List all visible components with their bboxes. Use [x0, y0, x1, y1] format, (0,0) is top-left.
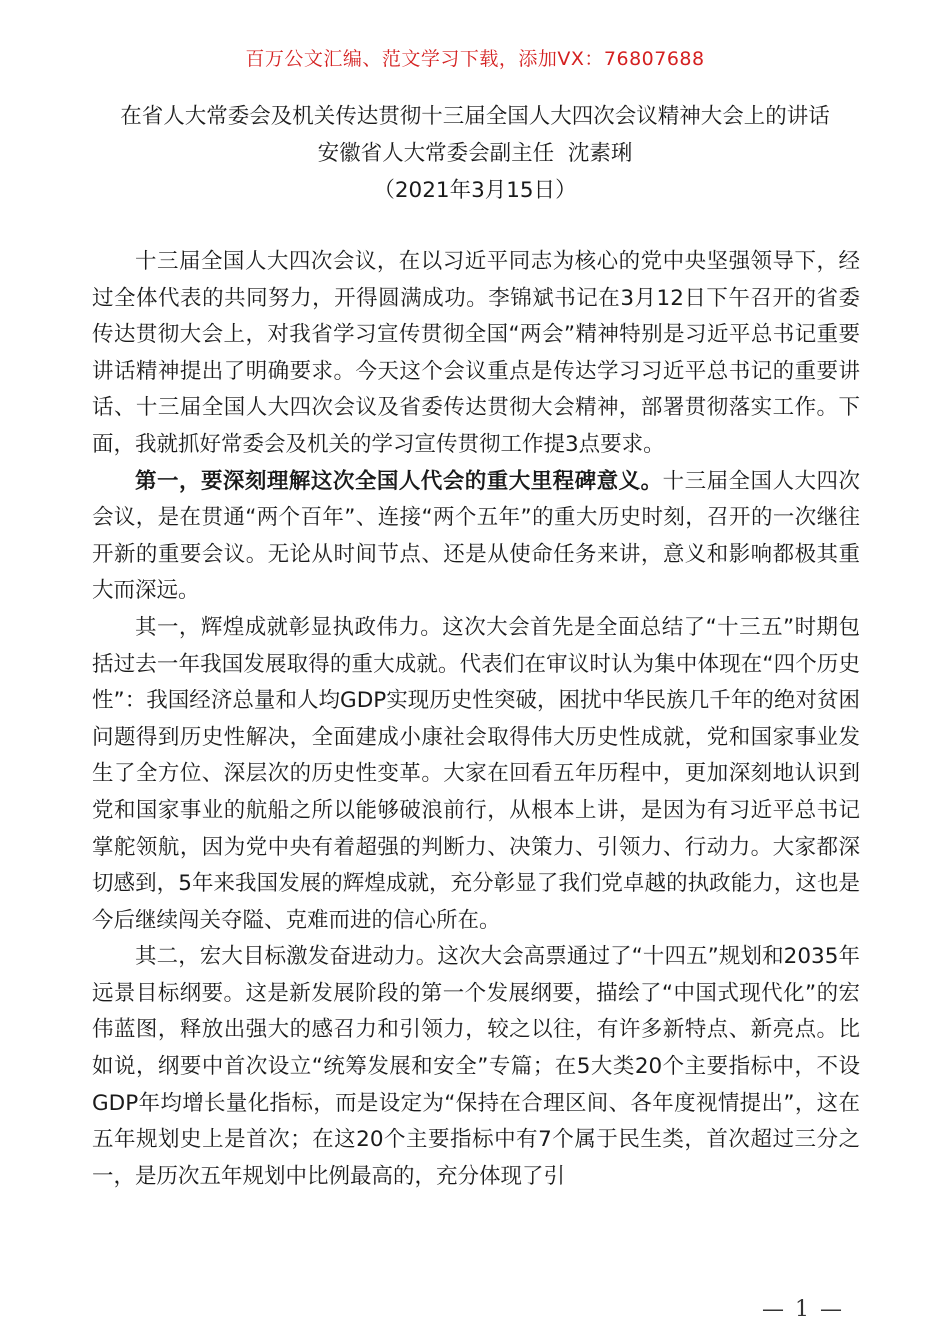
paragraph-first-point: [92, 464, 860, 610]
paragraph-sub-two: [92, 939, 860, 1195]
watermark-text: 百万公文汇编、范文学习下载，添加VX：76807688: [245, 48, 705, 70]
speaker-line: 安徽省人大常委会副主任 沈素琍: [317, 141, 633, 166]
paragraph-text: 十三届全国人大四次会议，在以习近平同志为核心的党中央坚强领导下，经过全体代表的共同努力，开得圆满成功。李锦斌书记在3月12日下午召开的省委传达贯彻大会上，对我省学习宣传贯彻全国“两会”精神特别是习近平总书记重要讲话精神提出了明确要求。今天这个会议重点是传达学习习近平总书记的重要讲话、十三届全国人大四次会议及省委传达贯彻大会精神，部署贯彻落实工作。下面，我就抓好常委会及机关的学习宣传贯彻工作提3点要求。: [92, 249, 860, 457]
paragraph-text: 其一，辉煌成就彰显执政伟力。这次大会首先是全面总结了“十三五”时期包括过去一年我国发展取得的重大成就。代表们在审议时认为集中体现在“四个历史性”：我国经济总量和人均GDP实现历史性突破，困扰中华民族几千年的绝对贫困问题得到历史性解决，全面建成小康社会取得伟大历史性成就，党和国家事业发生了全方位、深层次的历史性变革。大家在回看五年历程中，更加深刻地认识到党和国家事业的航船之所以能够破浪前行，从根本上讲，是因为有习近平总书记掌舵领航，因为党中央有着超强的判断力、决策力、引领力、行动力。大家都深切感到，5年来我国发展的辉煌成就，充分彰显了我们党卓越的执政能力，这也是今后继续闯关夺隘、克难而进的信心所在。: [92, 614, 860, 933]
paragraph-lead: 第一，要深刻理解这次全国人代会的重大里程碑意义。: [135, 468, 663, 494]
document-title: 在省人大常委会及机关传达贯彻十三届全国人大四次会议精神大会上的讲话: [120, 104, 830, 129]
page-number: — 1 —: [762, 1297, 844, 1322]
paragraph-text: 十三届全国人大四次会议，是在贯通“两个百年”、连接“两个五年”的重大历史时刻，召开的一次继往开新的重要会议。无论从时间节点、还是从使命任务来讲，意义和影响都极其重大而深远。: [92, 468, 860, 604]
paragraph-text: 其二，宏大目标激发奋进动力。这次大会高票通过了“十四五”规划和2035年远景目标纲要。这是新发展阶段的第一个发展纲要，描绘了“中国式现代化”的宏伟蓝图，释放出强大的感召力和引领力，较之以往，有许多新特点、新亮点。比如说，纲要中首次设立“统筹发展和安全”专篇；在5大类20个主要指标中，不设GDP年均增长量化指标，而是设定为“保持在合理区间、各年度视情提出”，这在五年规划史上是首次；在这20个主要指标中有7个属于民生类，首次超过三分之一，是历次五年规划中比例最高的，充分体现了引: [92, 944, 860, 1189]
speech-date: （2021年3月15日）: [373, 178, 577, 203]
paragraph-intro: [92, 244, 860, 464]
document-header: [0, 98, 950, 209]
document-body: [92, 244, 860, 1195]
paragraph-sub-one: [92, 610, 860, 939]
